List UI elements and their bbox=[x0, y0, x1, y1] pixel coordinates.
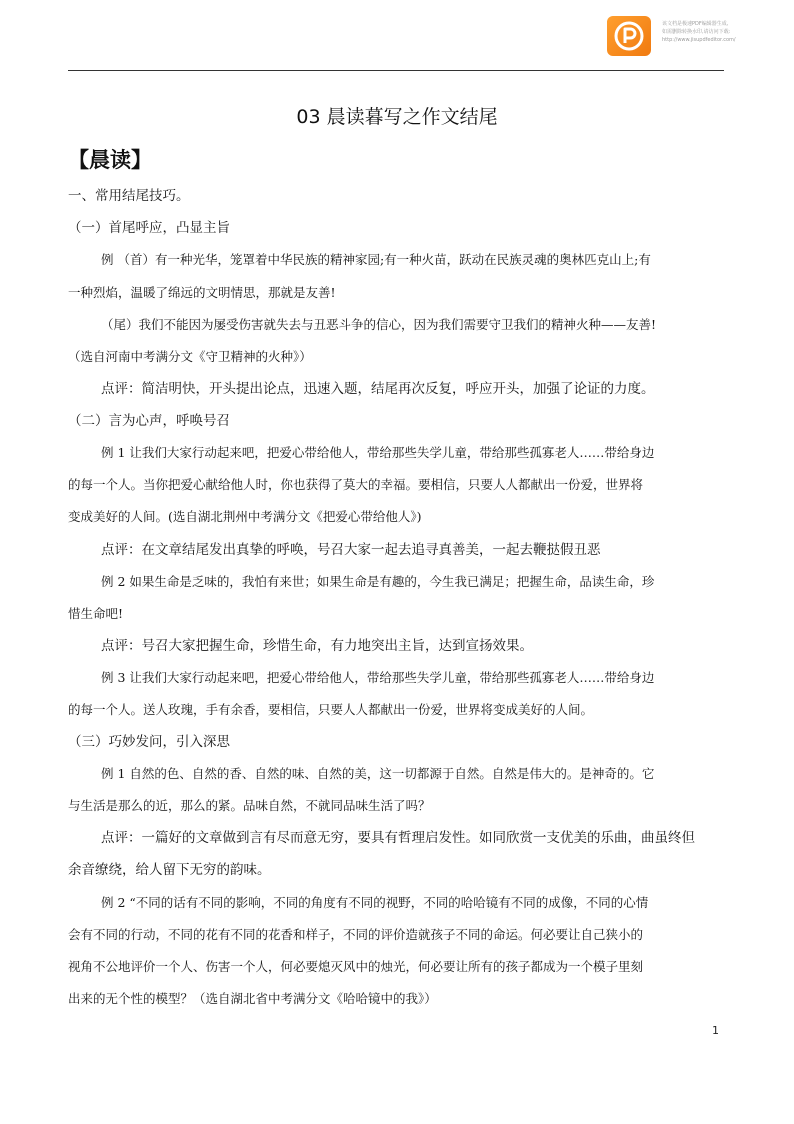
header-divider bbox=[68, 70, 724, 71]
body-line: 例 2 “不同的话有不同的影响，不同的角度有不同的视野，不同的哈哈镜有不同的成像，不同的心情 bbox=[101, 895, 649, 910]
body-line: （选自河南中考满分文《守卫精神的火种》） bbox=[68, 349, 312, 364]
body-line: 的每一个人。送人玫瑰，手有余香，要相信，只要人人都献出一份爱，世界将变成美好的人间。 bbox=[68, 702, 594, 717]
body-line: 例 2 如果生命是乏味的，我怕有来世；如果生命是有趣的，今生我已满足；把握生命，品读生命，珍 bbox=[101, 574, 655, 589]
pdf-logo bbox=[607, 16, 651, 56]
body-line: 惜生命吧! bbox=[68, 606, 124, 621]
body-line: 例 （首）有一种光华，笼罩着中华民族的精神家园;有一种火苗，跃动在民族灵魂的奥林匹克山上;有 bbox=[101, 252, 651, 267]
section-heading: 【晨读】 bbox=[68, 148, 152, 172]
comment-line: 点评：号召大家把握生命，珍惜生命，有力地突出主旨，达到宣扬效果。 bbox=[101, 638, 533, 654]
comment-line: 点评：简洁明快，开头提出论点，迅速入题，结尾再次反复，呼应开头，加强了论证的力度。 bbox=[101, 381, 655, 397]
body-line: 会有不同的行动，不同的花有不同的花香和样子，不同的评价造就孩子不同的命运。何必要让自己狭小的 bbox=[68, 927, 644, 942]
watermark-line: 如需删除转换水印,请访问下载: bbox=[662, 29, 731, 35]
body-line: 的每一个人。当你把爱心献给他人时，你也获得了莫大的幸福。要相信，只要人人都献出一份爱，世界将 bbox=[68, 477, 644, 492]
body-line: 视角不公地评价一个人、伤害一个人，何必要熄灭风中的烛光，何必要让所有的孩子都成为一个模子里刻 bbox=[68, 959, 644, 974]
subheading-line: （三）巧妙发问，引入深思 bbox=[68, 734, 230, 750]
watermark-line: http://www.jisupdfeditor.com/ bbox=[662, 37, 736, 43]
body-line: 一种烈焰，温暖了绵远的文明情思，那就是友善! bbox=[68, 285, 336, 300]
body-line: 与生活是那么的近，那么的紧。品味自然，不就同品味生活了吗？ bbox=[68, 798, 431, 813]
comment-line: 余音缭绕，给人留下无穷的韵味。 bbox=[68, 862, 271, 878]
body-line: （尾）我们不能因为屡受伤害就失去与丑恶斗争的信心，因为我们需要守卫我们的精神火种——友善! bbox=[101, 317, 657, 332]
comment-line: 点评：一篇好的文章做到言有尽而意无穷，要具有哲理启发性。如同欣赏一支优美的乐曲，曲虽终但 bbox=[101, 830, 695, 846]
heading-line: 一、常用结尾技巧。 bbox=[68, 188, 190, 204]
subheading-line: （一）首尾呼应，凸显主旨 bbox=[68, 220, 230, 236]
body-line: 变成美好的人间。(选自湖北荆州中考满分文《把爱心带给他人》) bbox=[68, 509, 422, 524]
subheading-line: （二）言为心声，呼唤号召 bbox=[68, 413, 230, 429]
comment-line: 点评：在文章结尾发出真挚的呼唤，号召大家一起去追寻真善美，一起去鞭挞假丑恶 bbox=[101, 542, 601, 558]
body-line: 出来的无个性的模型？（选自湖北省中考满分文《哈哈镜中的我》） bbox=[68, 991, 437, 1006]
body-line: 例 3 让我们大家行动起来吧，把爱心带给他人，带给那些失学儿童，带给那些孤寡老人……带给身边 bbox=[101, 670, 655, 685]
pdf-p-logo-icon bbox=[614, 21, 644, 51]
body-line: 例 1 让我们大家行动起来吧，把爱心带给他人，带给那些失学儿童，带给那些孤寡老人……带给身边 bbox=[101, 445, 655, 460]
document-title: 03 晨读暮写之作文结尾 bbox=[296, 106, 498, 128]
page-number: 1 bbox=[712, 1024, 719, 1037]
watermark-line: 该文档是极速PDF编辑器生成, bbox=[662, 21, 729, 27]
watermark-text bbox=[662, 20, 792, 44]
body-line: 例 1 自然的色、自然的香、自然的味、自然的美，这一切都源于自然。自然是伟大的。是神奇的。它 bbox=[101, 766, 655, 781]
